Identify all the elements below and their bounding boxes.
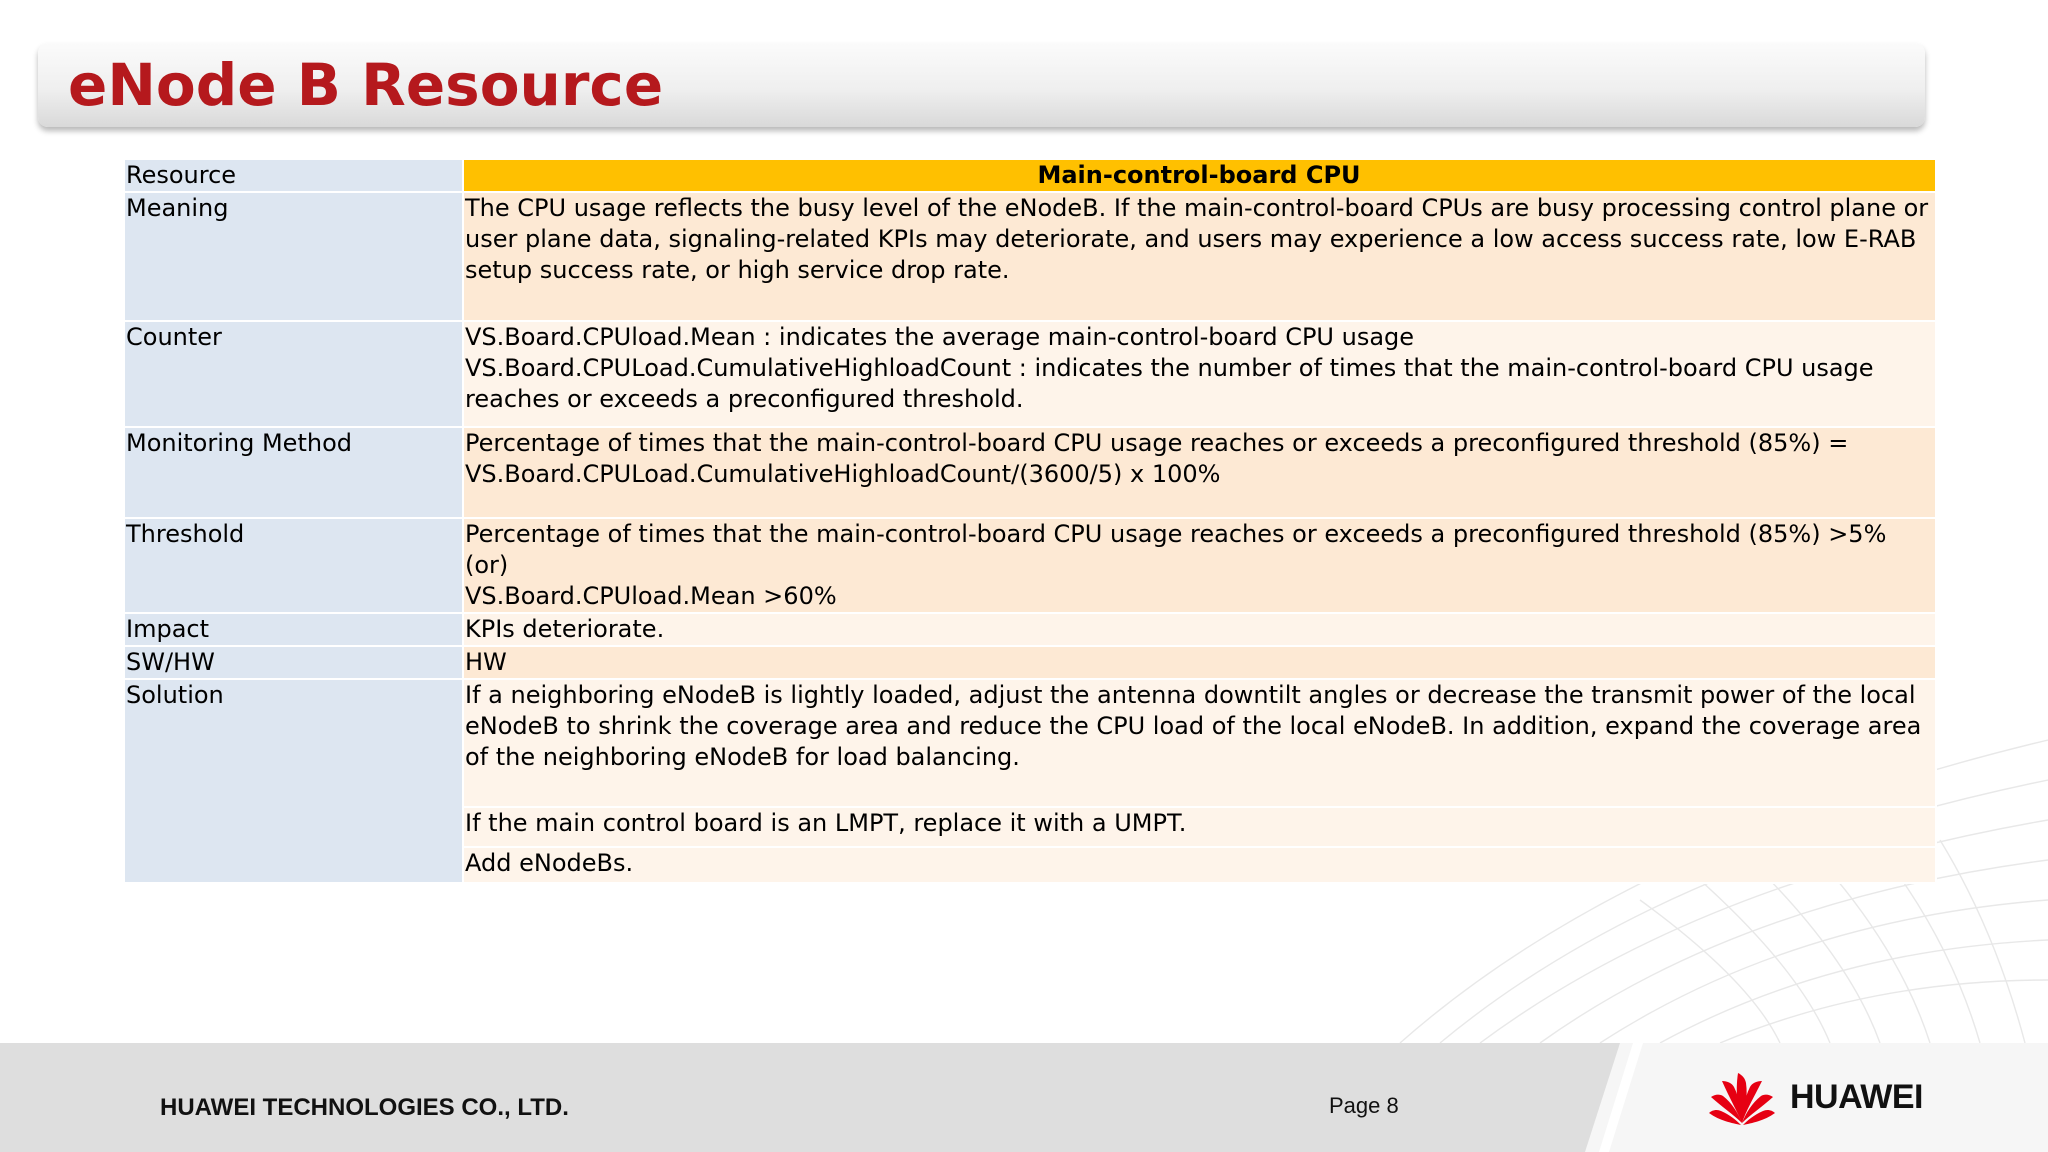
row-content xyxy=(463,192,1936,321)
solution-item: If a neighboring eNodeB is lightly loaded, adjust the antenna downtilt angles or decrease the transmit power of the local eNodeB to shrink the coverage area and reduce the CPU load of the local eNodeB. In addition, expand the coverage area of the neighboring eNodeB for load balancing. xyxy=(463,679,1936,807)
huawei-logo xyxy=(1708,1069,2008,1129)
table-row-solution xyxy=(124,679,1936,807)
row-label: Impact xyxy=(124,613,463,646)
page-number: Page 8 xyxy=(1329,1093,1399,1118)
header-label-cell: Resource xyxy=(124,159,463,192)
slide-title: eNode B Resource xyxy=(68,51,664,119)
table-row-sw-hw xyxy=(124,646,1936,679)
content-line: Percentage of times that the main-control-board CPU usage reaches or exceeds a preconfigured threshold (85%) = xyxy=(465,429,1849,457)
content-line: VS.Board.CPUload.Mean : indicates the average main-control-board CPU usage xyxy=(465,323,1415,351)
row-label: Solution xyxy=(124,679,463,883)
row-content xyxy=(463,518,1936,613)
row-label: SW/HW xyxy=(124,646,463,679)
table-row-counter xyxy=(124,321,1936,427)
content-line: VS.Board.CPULoad.CumulativeHighloadCount/(3600/5) x 100% xyxy=(465,460,1221,488)
table-row-impact xyxy=(124,613,1936,646)
row-content xyxy=(463,613,1936,646)
footer-bar xyxy=(0,1043,2048,1152)
table-row-meaning xyxy=(124,192,1936,321)
content-line: Percentage of times that the main-control-board CPU usage reaches or exceeds a preconfigured threshold (85%) >5% (or) xyxy=(465,520,1887,579)
company-name: HUAWEI TECHNOLOGIES CO., LTD. xyxy=(160,1094,569,1121)
content-line: VS.Board.CPULoad.CumulativeHighloadCount : indicates the number of times that the main-control-board CPU usage reaches or exceeds a preconfigured threshold. xyxy=(465,354,1874,413)
table-header-row xyxy=(124,159,1936,192)
row-content xyxy=(463,646,1936,679)
row-label: Threshold xyxy=(124,518,463,613)
solution-item: If the main control board is an LMPT, replace it with a UMPT. xyxy=(463,807,1936,847)
row-label: Meaning xyxy=(124,192,463,321)
table-row-threshold xyxy=(124,518,1936,613)
huawei-petal-icon xyxy=(1708,1069,1776,1127)
logo-wordmark: HUAWEI xyxy=(1790,1078,1923,1116)
header-value-cell: Main-control-board CPU xyxy=(463,159,1936,192)
table-row-monitoring-method xyxy=(124,427,1936,518)
row-content xyxy=(463,321,1936,427)
content-line: VS.Board.CPUload.Mean >60% xyxy=(465,582,837,610)
content-line: KPIs deteriorate. xyxy=(465,615,665,643)
title-bar xyxy=(38,43,1925,127)
row-content xyxy=(463,427,1936,518)
content-line: HW xyxy=(465,648,507,676)
resource-table xyxy=(123,158,1937,884)
content-line: The CPU usage reflects the busy level of the eNodeB. If the main-control-board CPUs are busy processing control plane or user plane data, signaling-related KPIs may deteriorate, and users may experience a low access success rate, low E-RAB setup success rate, or high service drop rate. xyxy=(465,194,1929,284)
row-label: Monitoring Method xyxy=(124,427,463,518)
row-label: Counter xyxy=(124,321,463,427)
solution-item: Add eNodeBs. xyxy=(463,847,1936,883)
